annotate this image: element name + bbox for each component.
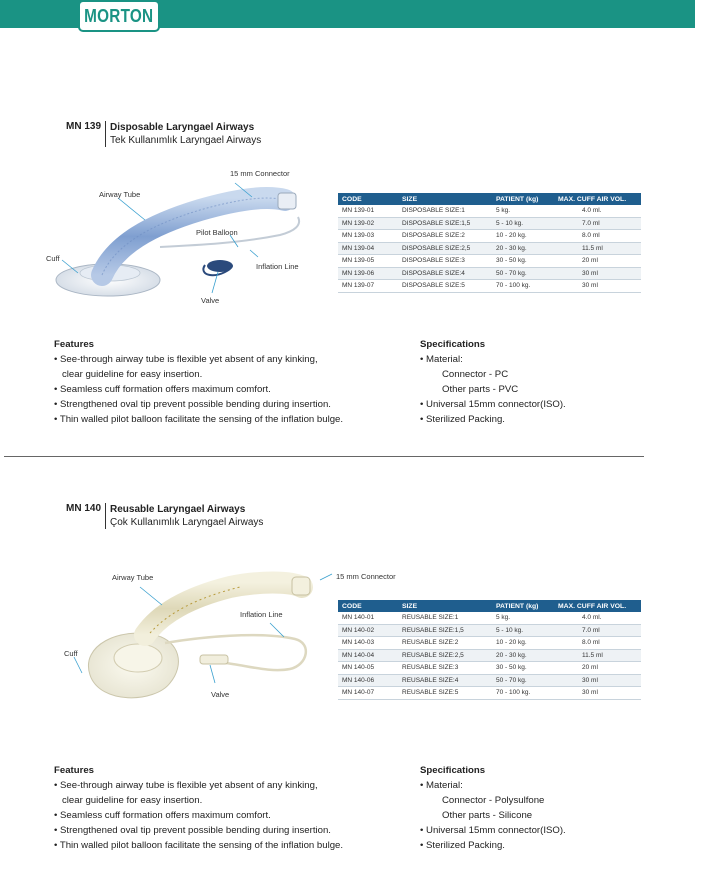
product-heading-mn140 bbox=[66, 503, 263, 529]
cell: 30 ml bbox=[554, 267, 641, 280]
reusable-airway-image bbox=[40, 565, 340, 715]
feature-item: • Thin walled pilot balloon facilitate the sensing of the inflation bulge. bbox=[54, 840, 344, 851]
product-name-en: Disposable Laryngael Airways bbox=[110, 122, 255, 133]
callout-cuff: Cuff bbox=[46, 254, 60, 263]
cell: 5 - 10 kg. bbox=[492, 624, 554, 637]
spec-item: • Universal 15mm connector(ISO). bbox=[420, 825, 566, 836]
table-row bbox=[338, 687, 641, 700]
cell: 8.0 ml bbox=[554, 230, 641, 243]
cell: 11.5 ml bbox=[554, 242, 641, 255]
feature-item: • Strengthened oval tip prevent possible bending during insertion. bbox=[54, 825, 331, 836]
table-row bbox=[338, 205, 641, 217]
cell: REUSABLE SIZE:1 bbox=[398, 612, 492, 624]
table-row bbox=[338, 649, 641, 662]
col-cuff-vol: MAX. CUFF AIR VOL. bbox=[554, 193, 641, 205]
cell: MN 139-05 bbox=[338, 255, 398, 268]
cell: MN 140-05 bbox=[338, 662, 398, 675]
spec-item: Other parts - PVC bbox=[442, 384, 519, 395]
specifications-mn139 bbox=[420, 337, 566, 427]
cell: 7.0 ml bbox=[554, 624, 641, 637]
product-heading-mn139 bbox=[66, 121, 261, 147]
table-row bbox=[338, 674, 641, 687]
spec-item: • Universal 15mm connector(ISO). bbox=[420, 399, 566, 410]
callout-connector: 15 mm Connector bbox=[336, 572, 396, 581]
col-patient: PATIENT (kg) bbox=[492, 193, 554, 205]
cell: 10 - 20 kg. bbox=[492, 230, 554, 243]
table-header-row bbox=[338, 600, 641, 612]
cell: MN 140-07 bbox=[338, 687, 398, 700]
table-row bbox=[338, 624, 641, 637]
feature-item: • Seamless cuff formation offers maximum comfort. bbox=[54, 810, 271, 821]
cell: 5 kg. bbox=[492, 205, 554, 217]
cell: 50 - 70 kg. bbox=[492, 267, 554, 280]
table-row bbox=[338, 217, 641, 230]
cell: 30 - 50 kg. bbox=[492, 662, 554, 675]
specifications-title: Specifications bbox=[420, 339, 486, 350]
spec-item: Connector - PC bbox=[442, 369, 509, 380]
cell: DISPOSABLE SIZE:1,5 bbox=[398, 217, 492, 230]
feature-item: • Strengthened oval tip prevent possible bending during insertion. bbox=[54, 399, 331, 410]
product-name-tr: Çok Kullanımlık Laryngael Airways bbox=[110, 517, 264, 528]
table-row bbox=[338, 280, 641, 293]
table-row bbox=[338, 255, 641, 268]
cell: 30 - 50 kg. bbox=[492, 255, 554, 268]
col-size: SIZE bbox=[398, 193, 492, 205]
callout-valve: Valve bbox=[211, 690, 230, 699]
cell: MN 140-04 bbox=[338, 649, 398, 662]
feature-item: clear guideline for easy insertion. bbox=[62, 369, 203, 380]
cell: 5 kg. bbox=[492, 612, 554, 624]
cell: 30 ml bbox=[554, 687, 641, 700]
cell: REUSABLE SIZE:2,5 bbox=[398, 649, 492, 662]
table-row bbox=[338, 242, 641, 255]
product-name-en: Reusable Laryngael Airways bbox=[110, 504, 246, 515]
cell: REUSABLE SIZE:3 bbox=[398, 662, 492, 675]
spec-item: • Sterilized Packing. bbox=[420, 840, 505, 851]
cell: MN 139-01 bbox=[338, 205, 398, 217]
cell: 5 - 10 kg. bbox=[492, 217, 554, 230]
cell: 20 ml bbox=[554, 662, 641, 675]
callout-cuff: Cuff bbox=[64, 649, 78, 658]
cell: 70 - 100 kg. bbox=[492, 687, 554, 700]
cell: 20 ml bbox=[554, 255, 641, 268]
product-code: MN 140 bbox=[66, 503, 102, 514]
col-size: SIZE bbox=[398, 600, 492, 612]
spec-item: • Material: bbox=[420, 780, 463, 791]
callout-airway-tube: Airway Tube bbox=[99, 190, 141, 199]
cell: 8.0 ml bbox=[554, 637, 641, 650]
spec-item: Connector - Polysulfone bbox=[442, 795, 545, 806]
feature-item: • Thin walled pilot balloon facilitate the sensing of the inflation bulge. bbox=[54, 414, 344, 425]
feature-item: • Seamless cuff formation offers maximum comfort. bbox=[54, 384, 271, 395]
cell: 4.0 ml. bbox=[554, 612, 641, 624]
table-row bbox=[338, 230, 641, 243]
morton-logo: MORTON bbox=[78, 0, 160, 32]
section-divider bbox=[4, 456, 644, 457]
callout-inflation-line: Inflation Line bbox=[240, 610, 283, 619]
features-title: Features bbox=[54, 765, 94, 776]
cell: DISPOSABLE SIZE:2,5 bbox=[398, 242, 492, 255]
table-row bbox=[338, 662, 641, 675]
cell: DISPOSABLE SIZE:4 bbox=[398, 267, 492, 280]
table-row bbox=[338, 637, 641, 650]
cell: REUSABLE SIZE:1,5 bbox=[398, 624, 492, 637]
cell: MN 140-03 bbox=[338, 637, 398, 650]
cell: MN 139-03 bbox=[338, 230, 398, 243]
cell: 20 - 30 kg. bbox=[492, 242, 554, 255]
callout-airway-tube: Airway Tube bbox=[112, 573, 154, 582]
spec-item: • Material: bbox=[420, 354, 463, 365]
specifications-mn140 bbox=[420, 763, 566, 853]
cell: MN 139-04 bbox=[338, 242, 398, 255]
callout-inflation-line: Inflation Line bbox=[256, 262, 299, 271]
table-row bbox=[338, 612, 641, 624]
spec-item: • Sterilized Packing. bbox=[420, 414, 505, 425]
callout-connector: 15 mm Connector bbox=[230, 169, 290, 178]
table-header-row bbox=[338, 193, 641, 205]
col-code: CODE bbox=[338, 193, 398, 205]
cell: 70 - 100 kg. bbox=[492, 280, 554, 293]
cell: 11.5 ml bbox=[554, 649, 641, 662]
spec-item: Other parts - Silicone bbox=[442, 810, 533, 821]
specifications-title: Specifications bbox=[420, 765, 486, 776]
feature-item: clear guideline for easy insertion. bbox=[62, 795, 203, 806]
features-mn139 bbox=[54, 337, 343, 427]
features-mn140 bbox=[54, 763, 343, 853]
cell: 10 - 20 kg. bbox=[492, 637, 554, 650]
col-patient: PATIENT (kg) bbox=[492, 600, 554, 612]
cell: 30 ml bbox=[554, 674, 641, 687]
cell: DISPOSABLE SIZE:3 bbox=[398, 255, 492, 268]
product-name-tr: Tek Kullanımlık Laryngael Airways bbox=[110, 135, 262, 146]
cell: 20 - 30 kg. bbox=[492, 649, 554, 662]
callout-valve: Valve bbox=[201, 296, 220, 305]
feature-item: • See-through airway tube is flexible yet absent of any kinking, bbox=[54, 354, 318, 365]
cell: MN 140-02 bbox=[338, 624, 398, 637]
cell: MN 140-01 bbox=[338, 612, 398, 624]
cell: DISPOSABLE SIZE:5 bbox=[398, 280, 492, 293]
cell: MN 139-07 bbox=[338, 280, 398, 293]
cell: REUSABLE SIZE:2 bbox=[398, 637, 492, 650]
cell: 30 ml bbox=[554, 280, 641, 293]
table-row bbox=[338, 267, 641, 280]
cell: 7.0 ml bbox=[554, 217, 641, 230]
cell: MN 139-06 bbox=[338, 267, 398, 280]
feature-item: • See-through airway tube is flexible yet absent of any kinking, bbox=[54, 780, 318, 791]
col-cuff-vol: MAX. CUFF AIR VOL. bbox=[554, 600, 641, 612]
cell: REUSABLE SIZE:5 bbox=[398, 687, 492, 700]
size-table-mn140 bbox=[338, 600, 641, 700]
cell: MN 140-06 bbox=[338, 674, 398, 687]
cell: 4.0 ml. bbox=[554, 205, 641, 217]
size-table-mn139 bbox=[338, 193, 641, 293]
cell: REUSABLE SIZE:4 bbox=[398, 674, 492, 687]
col-code: CODE bbox=[338, 600, 398, 612]
callout-pilot-balloon: Pilot Balloon bbox=[196, 228, 238, 237]
cell: 50 - 70 kg. bbox=[492, 674, 554, 687]
features-title: Features bbox=[54, 339, 94, 350]
cell: DISPOSABLE SIZE:2 bbox=[398, 230, 492, 243]
disposable-airway-image bbox=[40, 165, 315, 305]
cell: DISPOSABLE SIZE:1 bbox=[398, 205, 492, 217]
cell: MN 139-02 bbox=[338, 217, 398, 230]
product-code: MN 139 bbox=[66, 121, 102, 132]
